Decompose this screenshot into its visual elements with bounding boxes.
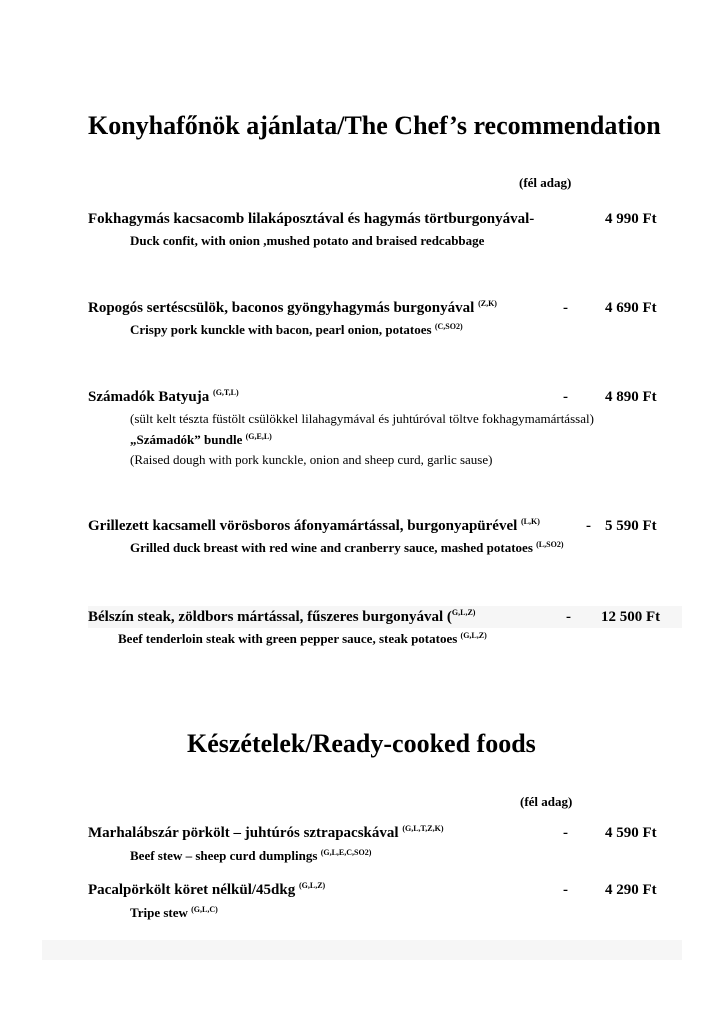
menu-item-pork-knuckle <box>88 300 497 317</box>
price: 12 500 Ft <box>601 609 661 625</box>
half-portion-label: (fél adag) <box>519 175 572 190</box>
item-name: Grillezett kacsamell vörösboros áfonyamártással, burgonyapürével <box>88 518 518 534</box>
allergen-codes: (Z,K) <box>478 299 497 308</box>
menu-item-en: Duck confit, with onion ,mushed potato and braised redcabbage <box>130 233 485 248</box>
item-en-name: Tripe stew <box>130 905 188 920</box>
price: 5 590 Ft <box>605 518 657 534</box>
allergen-codes: (L,SO2) <box>536 540 564 549</box>
allergen-codes: (G,L,C) <box>191 905 218 914</box>
menu-item-duck-breast <box>88 518 540 535</box>
allergen-codes: (G,L,T,Z,K) <box>402 824 444 833</box>
item-name: Ropogós sertéscsülök, baconos gyöngyhagymás burgonyával <box>88 300 475 316</box>
allergen-codes: (L,K) <box>521 517 540 526</box>
allergen-codes: (C,SO2) <box>434 322 463 331</box>
item-name: Marhalábszár pörkölt – juhtúrós sztrapacskával <box>88 825 399 841</box>
item-en-name: „Számadók” bundle <box>130 432 243 447</box>
section-title-ready-cooked: Készételek/Ready-cooked foods <box>187 729 536 758</box>
item-name: Bélszín steak, zöldbors mártással, fűszeres burgonyával ( <box>88 609 452 625</box>
footer-band <box>42 940 682 960</box>
item-en-name: Grilled duck breast with red wine and cranberry sauce, mashed potatoes <box>130 540 533 555</box>
item-en-name: Beef stew – sheep curd dumplings <box>130 848 318 863</box>
dash: - <box>563 389 568 405</box>
item-name: Pacalpörkölt köret nélkül/45dkg <box>88 882 296 898</box>
price: 4 590 Ft <box>605 825 657 841</box>
menu-item-en <box>118 631 487 647</box>
allergen-codes: (G,T,L) <box>213 388 239 397</box>
dash: - <box>563 300 568 316</box>
dash: - <box>586 518 591 534</box>
allergen-codes: (G,L,Z) <box>299 881 326 890</box>
menu-item-desc-en: (Raised dough with pork kunckle, onion and sheep curd, garlic sause) <box>130 452 493 467</box>
menu-item-en <box>130 540 563 556</box>
allergen-codes: G,L,Z) <box>451 608 476 617</box>
menu-item-beef-stew <box>88 825 444 842</box>
menu-item-en <box>130 432 272 448</box>
dash: - <box>566 609 571 625</box>
menu-item-duck-confit: Fokhagymás kacsacomb lilakáposztával és hagymás törtburgonyával- <box>88 211 535 227</box>
menu-item-szamadok-batyuja <box>88 389 239 406</box>
price: 4 690 Ft <box>605 300 657 316</box>
item-en-name: Crispy pork kunckle with bacon, pearl onion, potatoes <box>130 322 432 337</box>
menu-item-tripe-stew <box>88 882 325 899</box>
allergen-codes: (G,L,Z) <box>460 631 487 640</box>
allergen-codes: (G,L,E,C,SO2) <box>320 848 372 857</box>
price: 4 990 Ft <box>605 211 657 227</box>
dash: - <box>563 882 568 898</box>
menu-item-en <box>130 905 218 921</box>
allergen-codes: (G,E,L) <box>245 432 272 441</box>
section-title-chef: Konyhafőnök ajánlata/The Chef’s recommendation <box>88 111 661 140</box>
price: 4 290 Ft <box>605 882 657 898</box>
menu-item-en <box>130 322 463 338</box>
menu-item-en <box>130 848 371 864</box>
menu-item-desc-hu: (sült kelt tészta füstölt csülökkel lilahagymával és juhtúróval töltve fokhagymamártással) <box>130 411 594 426</box>
dash: - <box>563 825 568 841</box>
item-en-name: Beef tenderloin steak with green pepper sauce, steak potatoes <box>118 631 458 646</box>
menu-item-beef-steak <box>88 609 475 626</box>
price: 4 890 Ft <box>605 389 657 405</box>
item-name: Számadók Batyuja <box>88 389 210 405</box>
half-portion-label: (fél adag) <box>520 794 573 809</box>
